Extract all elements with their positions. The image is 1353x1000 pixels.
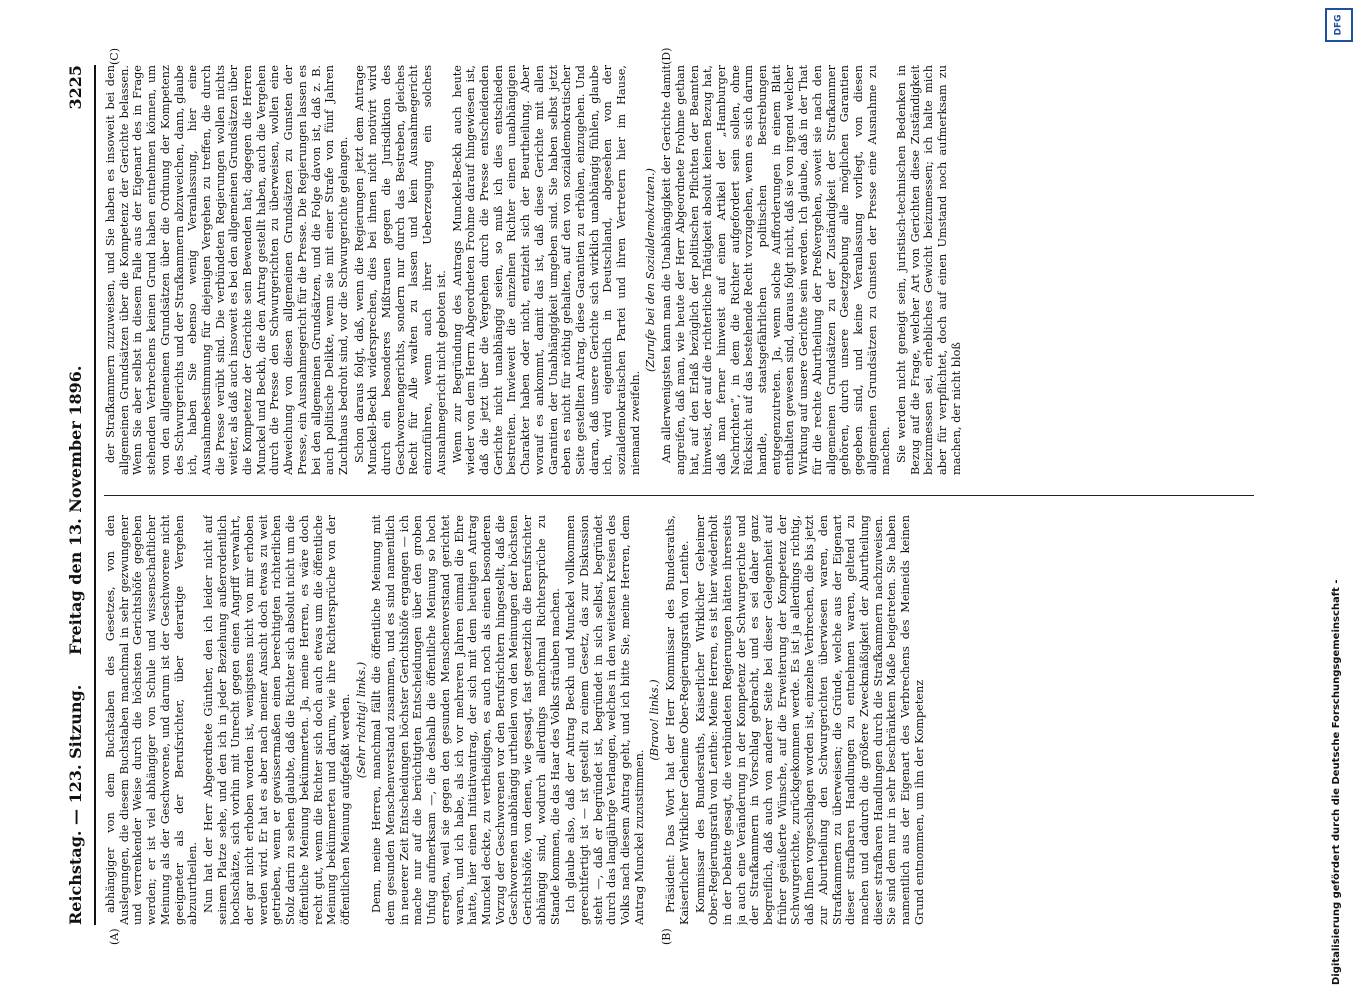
paragraph: Schon daraus folgt, daß, wenn die Regierungen jetzt dem Antrage Munckel-Beckh widersprechen, dies bei ihnen nicht motivirt wird durch ein besonderes Mißtrauen gegen die Jurisdiktion des Geschworenengerichts, sondern nur durch das Bestreben, gleiches Recht für Alle walten zu lassen und kein Ausnahmegericht einzuführen, wenn auch ihrer Ueberzeugung ein solches Ausnahmegericht nicht geboten ist. (352, 65, 448, 475)
paragraph: Kommissar des Bundesraths, Kaiserlicher Wirklicher Geheimer Ober-Regierungsrath von Lenthe: Meine Herren, es ist hier wiederholt in der Debatte gesagt, die verbündeten Regierungen hätten ihrerseits ja auch eine Veränderung in der Kompetenz der Schwurgerichte und der Strafkammern in Vorschlag gebracht, und es sei daher ganz begreiflich, daß auch von anderer Seite bei dieser Gelegenheit auf früher geäußerte Wünsche, auf die Erweiterung der Kompetenz der Schwurgerichte, zurückgekommen werde. Es ist ja allerdings richtig, daß Ihnen vorgeschlagen worden ist, einzelne Verbrechen, die bis jetzt zur Aburtheilung den Schwurgerichten überwiesen waren, den Strafkammern zu überweisen; die Gründe, welche aus der Eigenart dieser strafbaren Handlungen zu entnehmen waren, geltend zu machen und dadurch die größere Zweckmäßigkeit der Aburtheilung dieser strafbaren Handlungen durch die Strafkammern nachzuweisen. Sie sind dem nur in sehr beschränktem Maße beigetreten. Sie haben namentlich aus der Eigenart des Verbrechens des Meineids keinen Grund entnommen, um ihn der Kompetenz (693, 515, 926, 925)
paragraph: der Strafkammern zuzuweisen, und Sie haben es insoweit bei den allgemeinen Grundsätzen über die Kompetenz der Gerichte belassen. Wenn Sie aber selbst in diesem Falle aus der Eigenart des in Frage stehenden Verbrechens keinen Grund haben entnehmen können, um von den allgemeinen Grundsätzen über die Ordnung der Kompetenz des Schwurgerichts und der Strafkammern abzuweichen, dann, glaube ich, haben Sie ebenso wenig Veranlassung, hier eine Ausnahmebestimmung für diejenigen Vergehen zu treffen, die durch die Presse verübt sind. Die verbündeten Regierungen wollen nichts weiter, als daß auch insoweit es bei den allgemeinen Grundsätzen über die Kompetenz der Gerichte sein Bewenden hat; dagegen die Herren Munckel und Beckh, die den Antrag gestellt haben, auch die Vergehen durch die Presse den Schwurgerichten zu überweisen, wollen eine Abweichung von diesen allgemeinen Grundsätzen zu Gunsten der Presse, ein Ausnahmegericht für die Presse. Die Regierungen lassen es bei den allgemeinen Grundsätzen, und die Folge davon ist, daß z. B. auch politische Delikte, wenn sie mit einer Strafe von fünf Jahren Zuchthaus bedroht sind, vor die Schwurgerichte gelangen. (104, 65, 350, 475)
paragraph: Ich glaube also, daß der Antrag Beckh und Munckel vollkommen gerechtfertigt ist — ist gestellt zu einem Gesetz, das zur Diskussion steht —, daß er begründet ist, begründet in sich selbst, begründet durch das langjährige Verlangen, welches in den weitesten Kreisen des Volks nach diesem Antrag geht, und ich bitte Sie, meine Herren, dem Antrag Munckel zuzustimmen. (564, 515, 646, 925)
interjection: (Zurufe bei den Sozialdemokraten.) (644, 168, 658, 372)
marker-a: (A) (108, 928, 121, 945)
right-column (104, 65, 1264, 475)
page-header (60, 65, 96, 925)
dfg-logo: DFG (1325, 8, 1353, 42)
paragraph: Nun hat der Herr Abgeordnete Günther, den ich leider nicht auf seinem Platze sehe, und den ich in jeder Beziehung außerordentlich hochschätze, sich vorhin mit Unrecht gegen einen Angriff verwahrt, der gar nicht erhoben worden ist, wenigstens nicht von mir erhoben werden wird. Er hat es aber nach meiner Ansicht doch etwas zu weit getrieben, wenn er gewissermaßen einen berechtigten richterlichen Stolz darin zu sehen glaubte, daß die Richter sich absolut nicht um die öffentliche Meinung bekümmerten. Ja, meine Herren, es wäre doch recht gut, wenn die Richter sich doch auch etwas um die öffentliche Meinung bekümmerten und darum, wie ihre Richtersprüche von der öffentlichen Meinung aufgefaßt werden. (201, 515, 352, 925)
column-divider (104, 495, 1254, 496)
interjection: (Bravo! links.) (648, 679, 662, 761)
digitization-credit: Digitalisierung gefördert durch die Deutsche Forschungsgemeinschaft - (1331, 579, 1342, 985)
paragraph: Präsident: Das Wort hat der Herr Kommissar des Bundesraths, Kaiserlicher Wirklicher Geheime Ober-Regierungsrath von Lenthe. (664, 515, 691, 925)
left-column (104, 515, 1264, 925)
interjection: (Sehr richtig! links.) (354, 661, 368, 779)
header-left: Reichstag. — 123. Sitzung. (66, 684, 85, 925)
paragraph: Sie werden nicht geneigt sein, juristisch-technischen Bedenken in Bezug auf die Frage, welcher Art von Gerichten diese Zuständigkeit beizumessen sei, erhebliches Gewicht beizumessen; ich halte mich aber für verpflichtet, doch auf einen Umstand noch aufmerksam zu machen, der nicht bloß (895, 65, 963, 475)
paragraph: Denn, meine Herren, manchmal fällt die öffentliche Meinung mit dem gesunden Menschenverstand zusammen, und es sind namentlich in neuerer Zeit Entscheidungen höchster Gerichtshöfe ergangen — ich mache nur auf die berüchtigten Entscheidungen über den groben Unfug aufmerksam —, die deshalb die öffentliche Meinung so hoch erregten, weil sie gegen den gesunden Menschenverstand gerichtet waren, und ich habe, als ich vor mehreren Jahren einmal die Ehre hatte, hier einen Initiativantrag, der sich mit dem heutigen Antrag Munckel deckte, zu vertheidigen, es auch noch als einen besonderen Vorzug der Geschworenen vor den Berufsrichtern hingestellt, daß die Geschworenen unabhängig urtheilen von den Meinungen der höchsten Gerichtshöfe, von denen, wie gesagt, fast gesetzlich die Berufsrichter abhängig sind, wodurch allerdings manchmal Richtersprüche zu Stande kommen, die das Haar des Volks sträuben machen. (370, 515, 562, 925)
marker-b: (B) (660, 928, 673, 945)
marker-d: (D) (660, 47, 673, 65)
paragraph: Am allerwenigsten kann man die Unabhängigkeit der Gerichte damit angreifen, daß man, wie heute der Herr Abgeordnete Frohme gethan hat, auf den Erlaß bezüglich der politischen Pflichten der Beamten hinweist, der auf die richterliche Thätigkeit absolut keinen Bezug hat, daß man ferner hinweist auf einen Artikel der „Hamburger Nachrichten“, in dem die Richter aufgefordert sein sollen, ohne Rücksicht auf das bestehende Recht vorzugehen, wenn es sich darum handle, staatsgefährlichen politischen Bestrebungen entgegenzutreten. Ja, wenn solche Aufforderungen in einem Blatt enthalten gewesen sind, daraus folgt nicht, daß sie von irgend welcher Wirkung auf unsere Gerichte sein werden. Ich glaube, daß in der That für die rechte Aburtheilung der Preßvergehen, soweit sie nach den allgemeinen Grundsätzen zu der Zuständigkeit der Strafkammer gehören, durch unsere Gesetzgebung alle möglichen Garantien gegeben sind, und keine Veranlassung vorliegt, von diesen allgemeinen Grundsätzen zu Gunsten der Presse eine Ausnahme zu machen. (660, 65, 893, 475)
page-number: 3225 (66, 65, 85, 110)
newspaper-sheet (60, 45, 1280, 945)
paragraph: Wenn zur Begründung des Antrags Munckel-Beckh auch heute wieder von dem Herrn Abgeordneten Frohme darauf hingewiesen ist, daß die jetzt über die Vergehen durch die Presse entscheidenden Gerichte nicht unabhängig seien, so muß ich dies entschieden bestreiten. Inwieweit die einzelnen Richter einen unabhängigen Charakter haben oder nicht, entzieht sich der Beurtheilung. Aber worauf es ankommt, damit das ist, daß diese Gerichte mit allen Garantien der Unabhängigkeit umgeben sind. Sie haben selbst jetzt eben es nicht für nöthig gehalten, auf den von sozialdemokratischer Seite gestellten Antrag, diese Garantien zu erhöhen, einzugehen. Und daran, daß unsere Gerichte sich wirklich unabhängig fühlen, glaube ich, wird eigentlich in Deutschland, abgesehen von der sozialdemokratischen Partei und ihren Vertretern hier im Hause, niemand zweifeln. (450, 65, 642, 475)
marker-c: (C) (108, 48, 121, 65)
paragraph: abhängiger von dem Buchstaben des Gesetzes, von den Auslegungen, die diesem Buchstaben manchmal in sehr gezwungener und verrenkender Weise durch die höchsten Gerichtshöfe gegeben werden; er ist viel abhängiger von Schule und wissenschaftlicher Meinung als der Geschworene, und darum ist der Geschworene nicht geeigneter als der Berufsrichter, über derartige Vergehen abzuurtheilen. (104, 515, 200, 925)
header-date: Freitag den 13. November 1896. (66, 365, 85, 655)
